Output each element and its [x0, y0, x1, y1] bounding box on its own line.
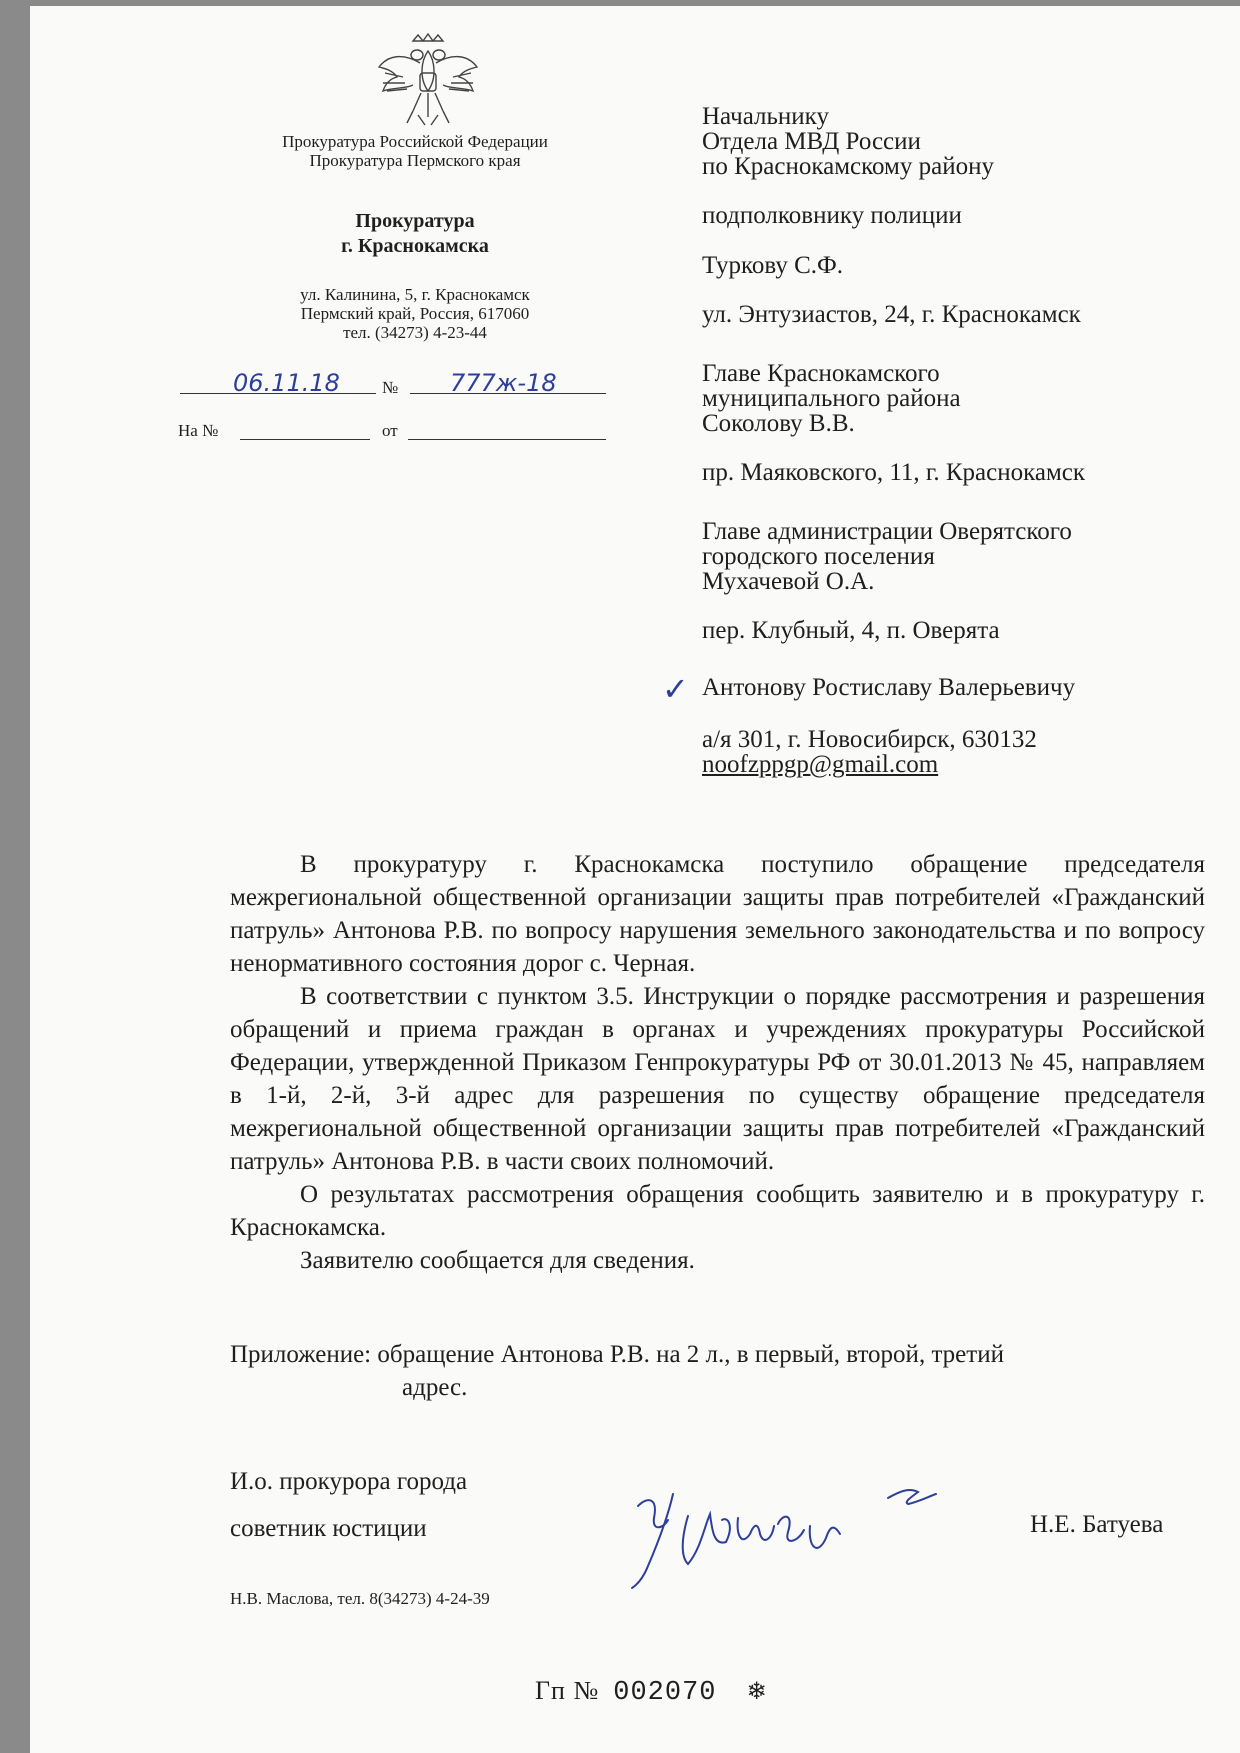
office-line-2: г. Краснокамска [341, 235, 489, 257]
body-paragraph-3: О результатах рассмотрения обращения сообщить заявителю и в прокуратуру г. Краснокамска. [230, 1181, 1205, 1241]
address-line-1: ул. Калинина, 5, г. Краснокамск [300, 285, 530, 304]
recipient-4-email: noofzppgp@gmail.com [702, 751, 939, 778]
appendix-line-2: адрес. [402, 1374, 468, 1401]
office-address [215, 285, 615, 342]
recipient-3-address: пер. Клубный, 4, п. Оверята [702, 617, 1000, 644]
recipient-1-rank: подполковнику полиции [702, 202, 962, 229]
gp-number: 002070 [613, 1678, 717, 1708]
recipient-3-line-3: Мухачевой О.А. [702, 568, 875, 595]
org-line-1: Прокуратура Российской Федерации [282, 132, 548, 151]
coat-of-arms-emblem [373, 33, 483, 133]
appendix-line-1: Приложение: обращение Антонова Р.В. на 2 л., в первый, второй, третий [230, 1341, 1004, 1368]
address-line-2: Пермский край, Россия, 617060 [300, 304, 530, 323]
recipient-2-line-3: Соколову В.В. [702, 410, 855, 437]
recipient-1-address: ул. Энтузиастов, 24, г. Краснокамск [702, 301, 1081, 328]
gp-number-stamp [535, 1676, 768, 1708]
recipient-1 [702, 104, 1222, 179]
recipient-4-address: а/я 301, г. Новосибирск, 630132 [702, 726, 1037, 753]
appendix [230, 1338, 1190, 1404]
letter-page [30, 6, 1240, 1753]
number-label: № [382, 378, 399, 397]
handwritten-date: 06.11.18 [233, 369, 340, 397]
signer-position-line-1: И.о. прокурора города [230, 1468, 468, 1495]
handwritten-number: 777ж-18 [450, 369, 557, 397]
recipient-3 [702, 519, 1222, 594]
executor-contact: Н.В. Маслова, тел. 8(34273) 4-24-39 [230, 1589, 490, 1608]
gp-label: Гп № [535, 1676, 600, 1705]
office-title [215, 209, 615, 259]
recipient-2-line-1: Главе Краснокамского [702, 360, 940, 387]
recipient-4-name: Антонову Ростиславу Валерьевичу [702, 674, 1076, 701]
body-paragraph-4: Заявителю сообщается для сведения. [300, 1247, 695, 1274]
recipient-2-line-2: муниципального района [702, 385, 961, 412]
recipient-2-address: пр. Маяковского, 11, г. Краснокамск [702, 459, 1086, 486]
reply-underline [240, 439, 370, 440]
recipient-1-line-2: Отдела МВД России [702, 128, 921, 155]
org-line-2: Прокуратура Пермского края [309, 151, 521, 170]
snowflake-mark-icon: ❄ [746, 1677, 768, 1705]
reply-label: На № [178, 421, 219, 440]
recipient-1-line-3: по Краснокамскому району [702, 153, 994, 180]
recipient-1-name: Туркову С.Ф. [702, 252, 844, 279]
office-phone: тел. (34273) 4-23-44 [343, 323, 487, 342]
office-line-1: Прокуратура [355, 210, 475, 232]
date-underline [180, 393, 376, 394]
from-underline [408, 439, 606, 440]
number-underline [410, 393, 606, 394]
recipient-1-line-1: Начальнику [702, 103, 829, 130]
recipient-3-line-1: Главе администрации Оверятского [702, 518, 1072, 545]
recipient-3-line-2: городского поселения [702, 543, 935, 570]
body-paragraph-2: В соответствии с пунктом 3.5. Инструкции о порядке рассмотрения и разрешения обращений и приема граждан в органах и учреждениях прокуратуры Российской Федерации, утвержденной Приказом Генпрокуратуры РФ от 30.01.2013 № 45, направляем в 1-й, 2-й, 3-й адрес для разрешения по существу обращение председателя межрегиональной общественной организации защиты прав потребителей «Гражданский патруль» Антонова Р.В. в части своих полномочий. [230, 983, 1205, 1175]
recipient-2 [702, 361, 1222, 436]
signer-position-line-2: советник юстиции [230, 1515, 427, 1542]
org-header [215, 132, 615, 170]
recipient-4 [702, 727, 1222, 777]
from-label: от [382, 421, 398, 440]
body-paragraph-1: В прокуратуру г. Краснокамска поступило обращение председателя межрегиональной общественной организации защиты прав потребителей «Гражданский патруль» Антонова Р.В. по вопросу нарушения земельного законодательства и по вопросу ненормативного состояния дорог с. Черная. [230, 851, 1205, 977]
signer-name: Н.Е. Батуева [1030, 1511, 1164, 1538]
checkmark-icon: ✓ [662, 670, 689, 708]
handwritten-signature [618, 1476, 988, 1596]
letter-body [230, 848, 1205, 1277]
